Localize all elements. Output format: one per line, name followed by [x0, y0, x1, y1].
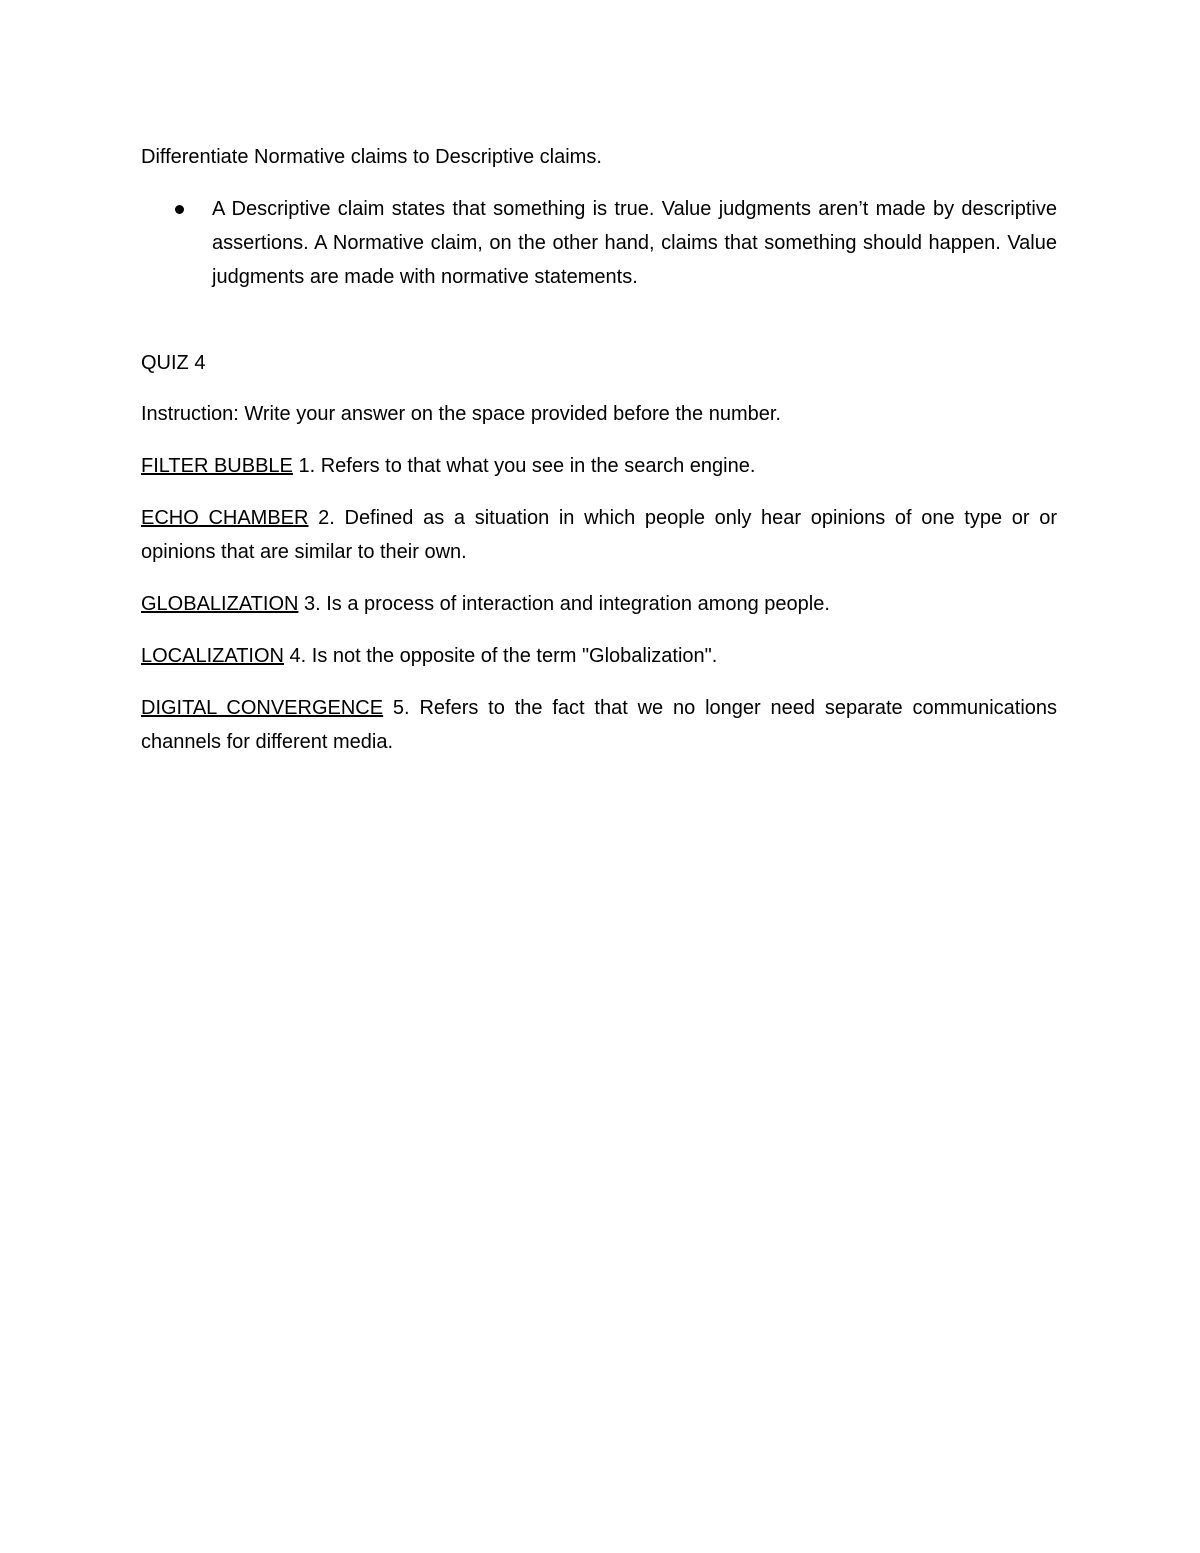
question-prompt: Differentiate Normative claims to Descriptive claims.	[141, 146, 602, 168]
quiz-answer-4: LOCALIZATION	[141, 645, 284, 667]
answer-list	[141, 192, 1057, 294]
section-spacer	[141, 294, 1057, 346]
quiz-item-3	[141, 587, 1057, 621]
quiz-answer-2: ECHO CHAMBER	[141, 507, 309, 529]
quiz-answer-1: FILTER BUBBLE	[141, 455, 293, 477]
quiz-question-2: 2. Defined as a situation in which people only hear opinions of one type or or opinions that are similar to their own.	[141, 507, 1057, 563]
document-content	[141, 140, 1057, 777]
quiz-question-5: 5. Refers to the fact that we no longer need separate communications channels for different media.	[141, 697, 1058, 753]
quiz-answer-5: DIGITAL CONVERGENCE	[141, 697, 384, 719]
quiz-item-2	[141, 501, 1057, 569]
quiz-item-1	[141, 449, 1057, 483]
quiz-question-4: 4. Is not the opposite of the term "Globalization".	[284, 645, 718, 667]
quiz-question-3: 3. Is a process of interaction and integration among people.	[298, 593, 830, 615]
quiz-item-5	[141, 691, 1057, 759]
quiz-instruction: Instruction: Write your answer on the space provided before the number.	[141, 403, 781, 425]
answer-bullet-text: A Descriptive claim states that something is true. Value judgments aren’t made by descriptive assertions. A Normative claim, on the other hand, claims that something should happen. Value judgments are made with normative statements.	[212, 198, 1057, 288]
answer-bullet-item	[141, 192, 1057, 294]
quiz-item-4	[141, 639, 1057, 673]
bullet-icon	[175, 205, 184, 214]
quiz-question-1: 1. Refers to that what you see in the search engine.	[292, 455, 756, 477]
quiz-answer-3: GLOBALIZATION	[141, 593, 299, 615]
quiz-title: QUIZ 4	[141, 352, 206, 374]
